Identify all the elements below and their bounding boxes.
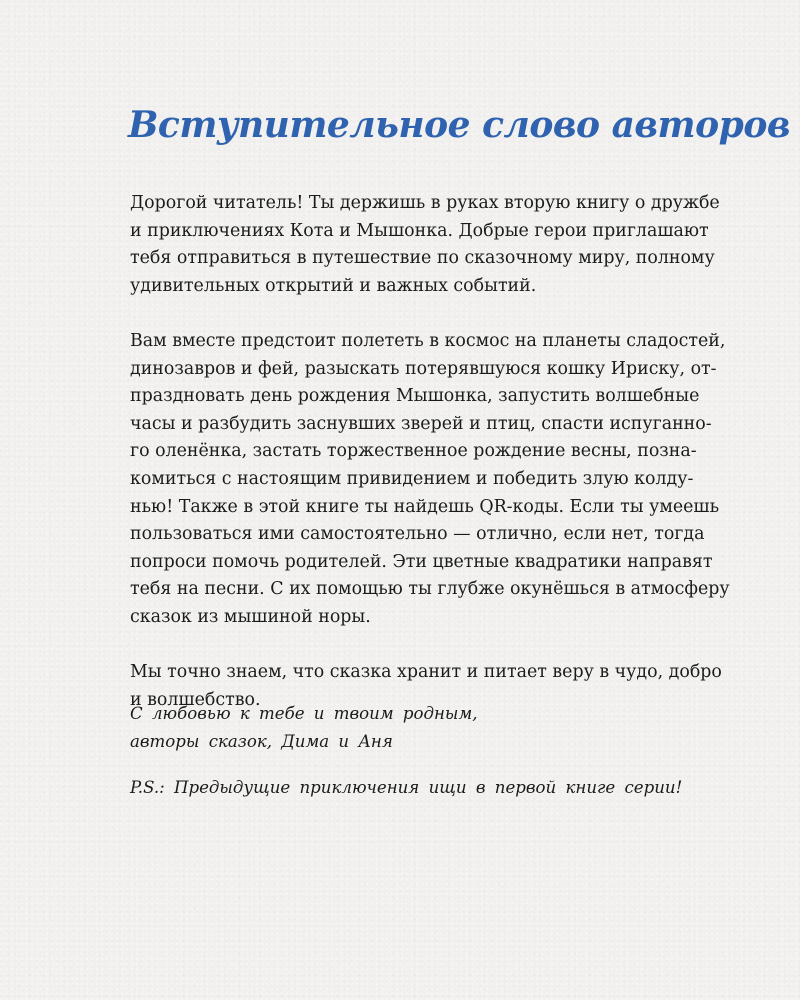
signature-line: авторы сказок, Дима и Аня (130, 731, 393, 751)
text-line: тебя отправиться в путешествие по сказочному миру, полному (130, 248, 715, 269)
text-line: попроси помочь родителей. Эти цветные квадратики направят (130, 551, 713, 572)
text-line: сказок из мышиной норы. (130, 606, 371, 627)
text-line: часы и разбудить заснувших зверей и птиц, спасти испуганно- (130, 413, 712, 434)
text-line: Дорогой читатель! Ты держишь в руках вторую книгу о дружбе (130, 193, 720, 213)
introduction-text (130, 190, 730, 714)
text-line: и приключениях Кота и Мышонка. Добрые герои приглашают (130, 220, 709, 241)
page-title: Вступительное слово авторов (128, 104, 790, 146)
postscript: P.S.: Предыдущие приключения ищи в первой книге серии! (130, 778, 683, 797)
text-line: нью! Также в этой книге ты найдешь QR-коды. Если ты умеешь (130, 496, 720, 517)
text-line: удивительных открытий и важных событий. (130, 275, 537, 296)
text-line: го оленёнка, застать торжественное рождение весны, позна- (130, 441, 697, 462)
text-line: и волшебство. (130, 689, 261, 710)
paragraph-gap (130, 300, 675, 328)
text-line: пользоваться ими самостоятельно — отлично, если нет, тогда (130, 524, 705, 545)
text-line: Вам вместе предстоит полететь в космос на планеты сладостей, (130, 330, 726, 351)
signature-line: С любовью к тебе и твоим родным, (130, 704, 478, 723)
paragraph-1 (130, 190, 720, 300)
text-line: праздновать день рождения Мышонка, запустить волшебные (130, 386, 700, 407)
paragraph-gap (130, 632, 675, 660)
paragraph-2 (130, 328, 730, 632)
text-line: комиться с настоящим привидением и победить злую колду- (130, 468, 694, 489)
text-line: Мы точно знаем, что сказка хранит и питает веру в чудо, добро (130, 662, 722, 683)
text-line: тебя на песни. С их помощью ты глубже окунёшься в атмосферу (130, 579, 730, 600)
signature (130, 700, 670, 755)
text-line: динозавров и фей, разыскать потерявшуюся кошку Ириску, от- (130, 358, 717, 379)
